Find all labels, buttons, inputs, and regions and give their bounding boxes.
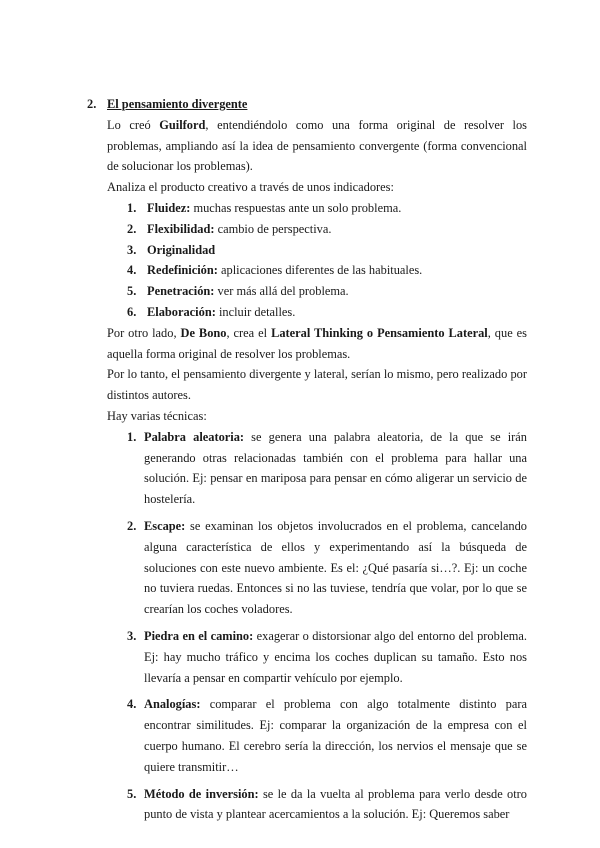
indicators-list xyxy=(127,198,527,323)
list-item: 5. Penetración: ver más allá del problema. xyxy=(127,284,349,299)
indicators-intro: Analiza el producto creativo a través de unos indicadores: xyxy=(107,180,394,195)
intro-paragraph: Lo creó Guilford, entendiéndolo como una forma original de resolver los problemas, ampliando así la idea de pensamiento convergente (forma convencional de solucionar los problemas). xyxy=(107,117,527,174)
list-item: 4. Analogías: comparar el problema con algo totalmente distinto para encontrar similitudes. Ej: comparar la organización de la empresa con el cuerpo humano. El cerebro sería la dirección, los nervios el mensaje que se quiere transmitir… xyxy=(127,697,527,774)
list-item: 1. Fluidez: muchas respuestas ante un solo problema. xyxy=(127,200,402,215)
author-guilford: Guilford xyxy=(159,117,206,132)
section-number: 2. xyxy=(87,97,97,111)
page-content xyxy=(87,94,527,831)
author-de-bono: De Bono xyxy=(180,325,227,340)
list-item: 4. Redefinición: aplicaciones diferentes de las habituales. xyxy=(127,263,423,278)
lateral-term: Lateral Thinking o Pensamiento Lateral xyxy=(271,325,488,340)
list-item: 3. Piedra en el camino: exagerar o distorsionar algo del entorno del problema. Ej: hay mucho tráfico y encima los coches duplican su tamaño. Esto nos llevaría a pensar en compartir vehículo por ejemplo. xyxy=(127,628,527,685)
list-item: 1. Palabra aleatoria: se genera una palabra aleatoria, de la que se irán generando otras relacionadas también con el problema para hallar una solución. Ej: pensar en mariposa para pensar en cómo aligerar un servicio de hostelería. xyxy=(127,429,527,507)
list-item: 6. Elaboración: incluir detalles. xyxy=(127,304,296,319)
list-item: 2. Flexibilidad: cambio de perspectiva. xyxy=(127,221,332,236)
section-heading xyxy=(87,94,247,115)
techniques-list xyxy=(127,427,527,825)
techniques-intro: Hay varias técnicas: xyxy=(107,408,207,423)
conclusion-paragraph: Por lo tanto, el pensamiento divergente y lateral, serían lo mismo, pero realizado por distintos autores. xyxy=(107,367,527,403)
list-item: 2. Escape: se examinan los objetos involucrados en el problema, cancelando alguna característica de ellos y experimentando así la búsqueda de soluciones con este nuevo ambiente. Es el: ¿Qué pasaría si…?. Ej: un coche no tuviera ruedas. Entonces si no las tuviese, tendría que volar, por lo que se crearían los coches voladores. xyxy=(127,518,527,617)
list-item: 5. Método de inversión: se le da la vuelta al problema para verlo desde otro punto de vista y plantear acercamientos a la solución. Ej: Queremos saber xyxy=(127,786,527,822)
list-item: 3. Originalidad xyxy=(127,242,216,257)
section-title: El pensamiento divergente xyxy=(107,97,248,111)
lateral-paragraph: Por otro lado, De Bono, crea el Lateral Thinking o Pensamiento Lateral, que es aquella forma original de resolver los problemas. xyxy=(107,325,527,361)
